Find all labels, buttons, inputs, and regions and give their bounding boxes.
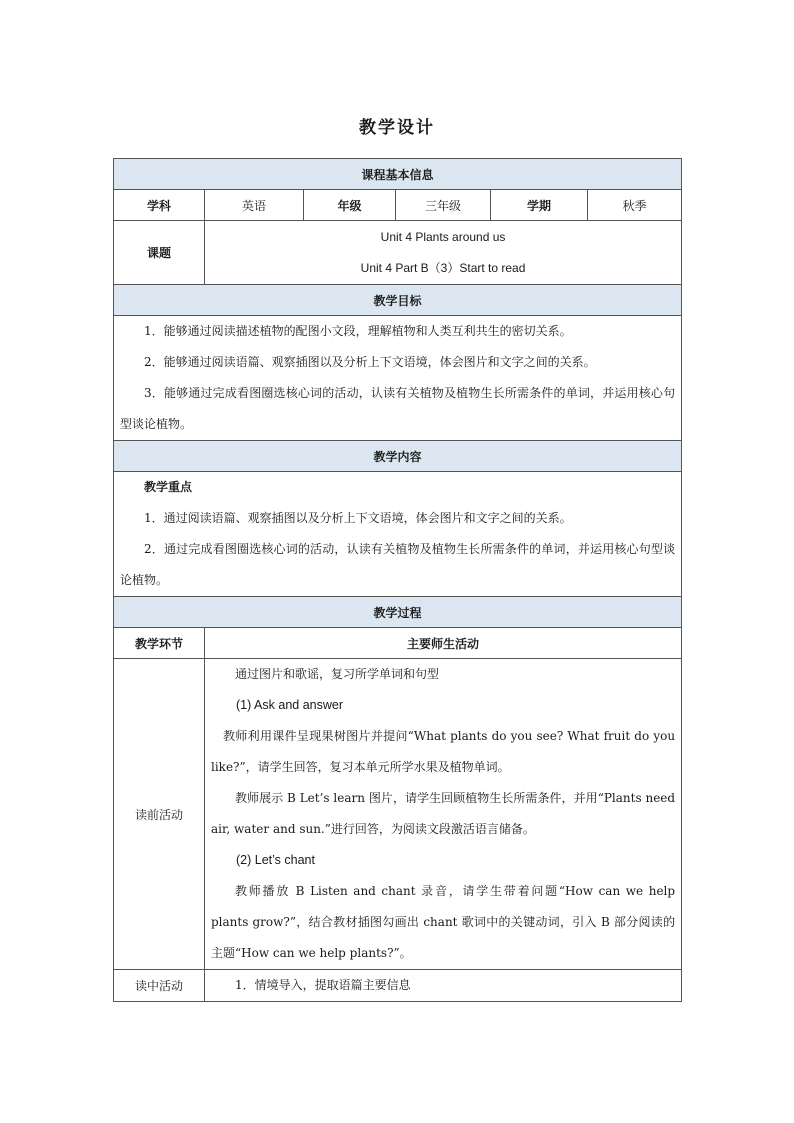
objectives-body — [114, 316, 682, 441]
key-points-label: 教学重点 — [144, 480, 193, 494]
activity-column-header: 主要师生活动 — [205, 628, 682, 659]
topic-unit-title: Unit 4 Plants around us — [380, 229, 506, 244]
term-label: 学期 — [491, 190, 588, 221]
grade-label: 年级 — [304, 190, 396, 221]
while-reading-activities — [205, 970, 682, 1002]
topic-label: 课题 — [114, 221, 205, 285]
topic-value — [205, 221, 682, 285]
grade-value: 三年级 — [396, 190, 491, 221]
objective-item: 2．能够通过阅读语篇、观察插图以及分析上下文语境，体会图片和文字之间的关系。 — [144, 355, 596, 369]
topic-lesson-title: Unit 4 Part B（3）Start to read — [360, 260, 526, 275]
document-title: 教学设计 — [359, 118, 435, 138]
pre-reading-stage: 读前活动 — [114, 659, 205, 970]
activity-paragraph: 通过图片和歌谣，复习所学单词和句型 — [235, 667, 440, 681]
lesson-plan-table — [113, 158, 682, 1002]
key-point-item: 1．通过阅读语篇、观察插图以及分析上下文语境，体会图片和文字之间的关系。 — [144, 511, 572, 525]
activity-paragraph: 1．情境导入，提取语篇主要信息 — [235, 978, 411, 992]
subject-value: 英语 — [205, 190, 304, 221]
content-body — [114, 472, 682, 597]
activity-paragraph: (1) Ask and answer — [236, 698, 343, 712]
objectives-header: 教学目标 — [114, 285, 682, 316]
pre-reading-activities — [205, 659, 682, 970]
activity-paragraph: 教师展示 B Let’s learn 图片，请学生回顾植物生长所需条件，并用“Plants need air, water and sun.”进行回答，为阅读文段激活语言储备。 — [211, 791, 676, 836]
content-header: 教学内容 — [114, 441, 682, 472]
term-value: 秋季 — [588, 190, 682, 221]
key-point-item: 2．通过完成看图圈选核心词的活动，认读有关植物及植物生长所需条件的单词，并运用核心句型谈论植物。 — [120, 542, 676, 587]
subject-label: 学科 — [114, 190, 205, 221]
while-reading-stage: 读中活动 — [114, 970, 205, 1002]
activity-paragraph: (2) Let’s chant — [236, 853, 315, 867]
activity-paragraph: 教师播放 B Listen and chant 录音，请学生带着问题“How can we help plants grow?”，结合教材插图勾画出 chant 歌词中的关键动词，引入 B 部分阅读的主题“How can we help plants?”。 — [211, 884, 676, 960]
basic-info-header: 课程基本信息 — [114, 159, 682, 190]
stage-column-header: 教学环节 — [114, 628, 205, 659]
process-header: 教学过程 — [114, 597, 682, 628]
objective-item: 1．能够通过阅读描述植物的配图小文段，理解植物和人类互利共生的密切关系。 — [144, 324, 572, 338]
objective-item: 3．能够通过完成看图圈选核心词的活动，认读有关植物及植物生长所需条件的单词，并运用核心句型谈论植物。 — [120, 386, 676, 431]
activity-paragraph: 教师利用课件呈现果树图片并提问“What plants do you see? What fruit do you like?”，请学生回答，复习本单元所学水果及植物单词。 — [211, 729, 676, 774]
